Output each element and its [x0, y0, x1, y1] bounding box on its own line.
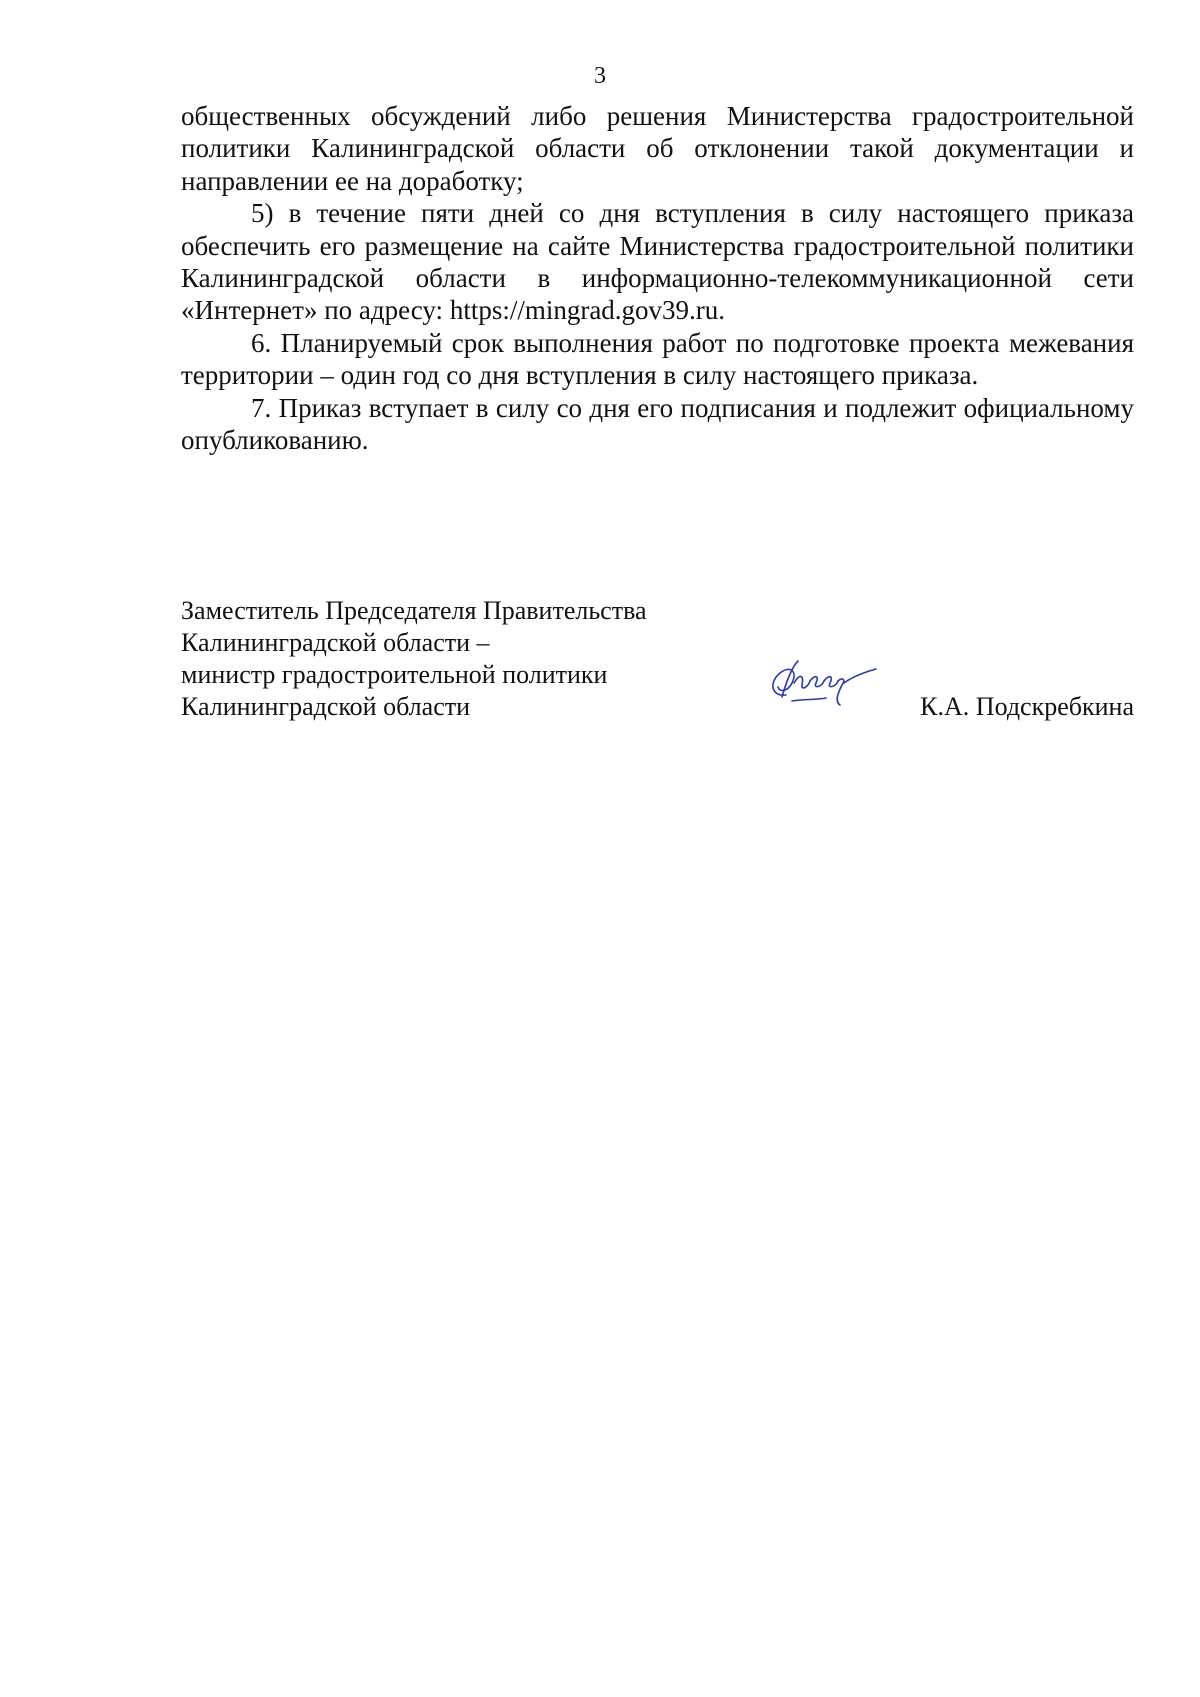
signature-block	[181, 595, 1134, 735]
paragraph-item-5: 5) в течение пяти дней со дня вступления в силу настоящего приказа обеспечить его размещение на сайте Министерства градостроительной политики Калининградской области в информационно-телекоммуникационной сети «Интернет» по адресу: https://mingrad.gov39.ru.	[181, 198, 1134, 326]
paragraph-item-7: 7. Приказ вступает в силу со дня его подписания и подлежит официальному опубликованию.	[181, 392, 1134, 456]
signer-position-line: Калининградской области –	[181, 628, 490, 657]
signer-name: К.А. Подскребкина	[920, 692, 1134, 721]
signer-position-line: Заместитель Председателя Правительства	[181, 596, 647, 625]
signer-position	[181, 595, 647, 723]
handwritten-signature	[764, 653, 884, 713]
page-number: 3	[594, 63, 606, 89]
paragraph-item-6: 6. Планируемый срок выполнения работ по подготовке проекта межевания территории – один год со дня вступления в силу настоящего приказа.	[181, 327, 1134, 391]
signer-position-line: министр градостроительной политики	[181, 660, 608, 689]
paragraph-continuation: общественных обсуждений либо решения Министерства градостроительной политики Калининградской области об отклонении такой документации и направлении ее на доработку;	[181, 101, 1134, 196]
signer-position-line: Калининградской области	[181, 692, 471, 721]
document-body	[181, 100, 1134, 456]
